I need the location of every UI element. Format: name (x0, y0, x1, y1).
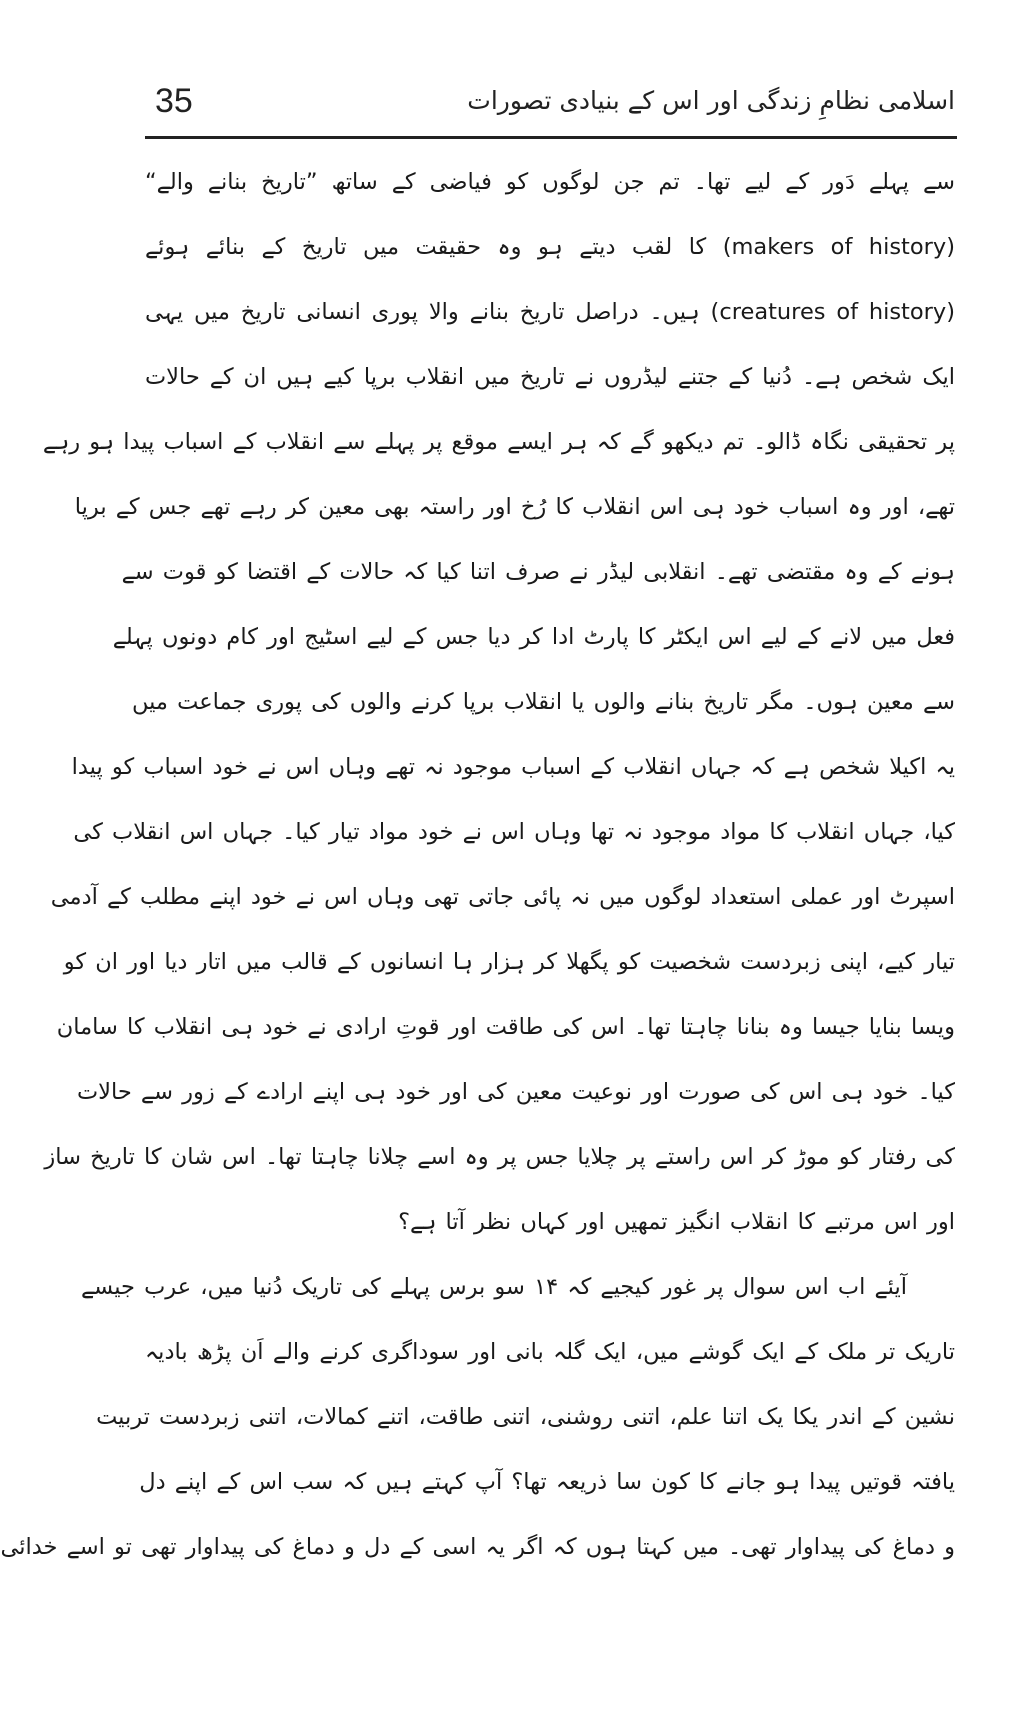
text-line: ایک شخص ہے۔ دُنیا کے جتنے لیڈروں نے تاریخ میں انقلاب برپا کیے ہیں ان کے حالات (145, 364, 955, 390)
text-line: کیا، جہاں انقلاب کا مواد موجود نہ تھا وہاں اس نے خود مواد تیار کیا۔ جہاں اس انقلاب کی (73, 819, 955, 845)
text-line: تھے، اور وہ اسباب خود ہی اس انقلاب کا رُخ اور راستہ بھی معین کر رہے تھے جس کے برپا (74, 494, 955, 520)
text-line: پر تحقیقی نگاہ ڈالو۔ تم دیکھو گے کہ ہر ایسے موقع پر پہلے سے انقلاب کے اسباب پیدا ہو رہے (42, 429, 955, 455)
text-line: سے پہلے دَور کے لیے تھا۔ تم جن لوگوں کو فیاضی کے ساتھ ”تاریخ بنانے والے“ (145, 169, 955, 195)
text-line: ہونے کے وہ مقتضی تھے۔ انقلابی لیڈر نے صرف اتنا کیا کہ حالات کے اقتضا کو قوت سے (121, 559, 955, 585)
text-line: تیار کیے، اپنی زبردست شخصیت کو پگھلا کر ہزار ہا انسانوں کے قالب میں اتار دیا اور ان کو (63, 949, 955, 975)
header-rule (145, 136, 957, 139)
paragraph-start-line: آیئے اب اس سوال پر غور کیجیے کہ ۱۴ سو برس پہلے کی تاریک دُنیا میں، عرب جیسے (81, 1274, 907, 1300)
body-text (0, 150, 955, 1580)
text-line: اسپرٹ اور عملی استعداد لوگوں میں نہ پائی جاتی تھی وہاں اس نے خود اپنے مطلب کے آدمی (50, 884, 955, 910)
text-line: نشین کے اندر یکا یک اتنا علم، اتنی روشنی، اتنی طاقت، اتنے کمالات، اتنی زبردست تربیت (96, 1404, 955, 1430)
text-line: تاریک تر ملک کے ایک گوشے میں، ایک گلہ بانی اور سوداگری کرنے والے اَن پڑھ بادیہ (145, 1339, 955, 1365)
text-line: (makers of history) کا لقب دیتے ہو وہ حقیقت میں تاریخ کے بنائے ہوئے (145, 234, 955, 260)
text-line: کی رفتار کو موڑ کر اس راستے پر چلایا جس پر وہ اسے چلانا چاہتا تھا۔ اس شان کا تاریخ ساز (44, 1144, 955, 1170)
page-header (145, 80, 955, 136)
paragraph-end-line: اور اس مرتبے کا انقلاب انگیز تمھیں اور کہاں نظر آتا ہے؟ (398, 1209, 955, 1235)
page-number: 35 (155, 82, 193, 120)
text-line: ویسا بنایا جیسا وہ بنانا چاہتا تھا۔ اس کی طاقت اور قوتِ ارادی نے خود ہی انقلاب کا سامان (56, 1014, 955, 1040)
running-title: اسلامی نظامِ زندگی اور اس کے بنیادی تصورات (467, 86, 955, 115)
text-line: (creatures of history) ہیں۔ دراصل تاریخ بنانے والا پوری انسانی تاریخ میں یہی (145, 299, 955, 325)
text-line: فعل میں لانے کے لیے اس ایکٹر کا پارٹ ادا کر دیا جس کے لیے اسٹیج اور کام دونوں پہلے (112, 624, 955, 650)
text-line: سے معین ہوں۔ مگر تاریخ بنانے والوں یا انقلاب برپا کرنے والوں کی پوری جماعت میں (132, 689, 955, 715)
text-line: یہ اکیلا شخص ہے کہ جہاں انقلاب کے اسباب موجود نہ تھے وہاں اس نے خود اسباب کو پیدا (71, 754, 955, 780)
text-line: و دماغ کی پیداوار تھی۔ میں کہتا ہوں کہ اگر یہ اسی کے دل و دماغ کی پیداوار تھی تو اسے خدائی (0, 1534, 955, 1560)
text-line: کیا۔ خود ہی اس کی صورت اور نوعیت معین کی اور خود ہی اپنے ارادے کے زور سے حالات (76, 1079, 955, 1105)
text-line: یافتہ قوتیں پیدا ہو جانے کا کون سا ذریعہ تھا؟ آپ کہتے ہیں کہ سب اس کے اپنے دل (139, 1469, 955, 1495)
